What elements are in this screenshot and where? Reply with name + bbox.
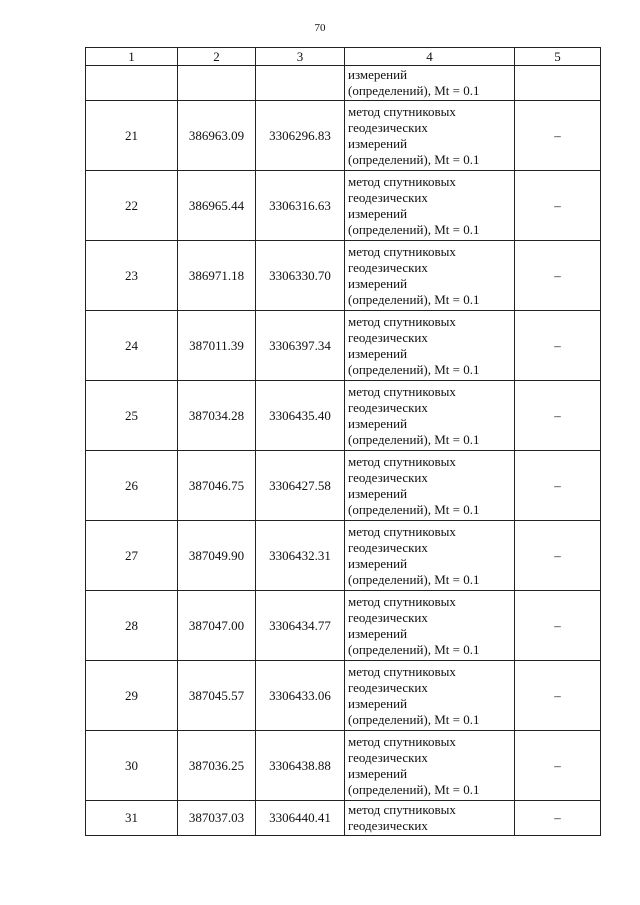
- column-5-cell: –: [515, 661, 601, 731]
- column-5-cell: –: [515, 731, 601, 801]
- point-number-cell: 26: [86, 451, 178, 521]
- table-row: [86, 521, 601, 591]
- table-cell: [256, 66, 345, 101]
- method-line: измерений: [348, 67, 408, 82]
- method-line: (определений), Mt = 0.1: [348, 571, 480, 587]
- method-line: (определений), Mt = 0.1: [348, 711, 480, 727]
- method-cell: [345, 311, 515, 381]
- method-line: геодезических: [348, 609, 428, 625]
- y-coordinate-cell: 3306433.06: [256, 661, 345, 731]
- point-number-cell: 21: [86, 101, 178, 171]
- column-5-cell: –: [515, 101, 601, 171]
- table-row: [86, 801, 601, 836]
- x-coordinate-cell: 387034.28: [178, 381, 256, 451]
- table-row: [86, 241, 601, 311]
- method-line: измерений: [348, 205, 408, 221]
- method-cell: [345, 101, 515, 171]
- method-line: (определений), Mt = 0.1: [348, 361, 480, 377]
- method-line: геодезических: [348, 329, 428, 345]
- method-line: геодезических: [348, 259, 428, 275]
- method-cell: [345, 381, 515, 451]
- method-line: метод спутниковых: [348, 103, 456, 119]
- method-line: геодезических: [348, 749, 428, 765]
- point-number-cell: 23: [86, 241, 178, 311]
- table-row: [86, 101, 601, 171]
- x-coordinate-cell: 387011.39: [178, 311, 256, 381]
- method-cell: [345, 451, 515, 521]
- y-coordinate-cell: 3306434.77: [256, 591, 345, 661]
- header-col-4: 4: [345, 48, 515, 66]
- point-number-cell: 28: [86, 591, 178, 661]
- y-coordinate-cell: 3306316.63: [256, 171, 345, 241]
- table-row: [86, 381, 601, 451]
- table-cell: [515, 66, 601, 101]
- column-5-cell: –: [515, 521, 601, 591]
- y-coordinate-cell: 3306296.83: [256, 101, 345, 171]
- header-col-3: 3: [256, 48, 345, 66]
- table-cell: [86, 66, 178, 101]
- method-line: (определений), Mt = 0.1: [348, 501, 480, 517]
- table-header-row: [86, 48, 601, 66]
- method-line: измерений: [348, 695, 408, 711]
- table-row: [86, 311, 601, 381]
- method-line: метод спутниковых: [348, 733, 456, 749]
- x-coordinate-cell: 387047.00: [178, 591, 256, 661]
- method-line: (определений), Mt = 0.1: [348, 431, 480, 447]
- point-number-cell: 30: [86, 731, 178, 801]
- method-line: метод спутниковых: [348, 593, 456, 609]
- method-line: геодезических: [348, 818, 428, 833]
- method-line: геодезических: [348, 189, 428, 205]
- header-col-2: 2: [178, 48, 256, 66]
- point-number-cell: 25: [86, 381, 178, 451]
- y-coordinate-cell: 3306427.58: [256, 451, 345, 521]
- point-number-cell: 24: [86, 311, 178, 381]
- x-coordinate-cell: 386963.09: [178, 101, 256, 171]
- y-coordinate-cell: 3306397.34: [256, 311, 345, 381]
- method-line: метод спутниковых: [348, 243, 456, 259]
- method-line: геодезических: [348, 399, 428, 415]
- column-5-cell: –: [515, 311, 601, 381]
- header-col-5: 5: [515, 48, 601, 66]
- method-cell: [345, 171, 515, 241]
- method-line: метод спутниковых: [348, 802, 456, 817]
- method-line: измерений: [348, 275, 408, 291]
- column-5-cell: –: [515, 801, 601, 836]
- point-number-cell: 27: [86, 521, 178, 591]
- method-line: метод спутниковых: [348, 383, 456, 399]
- x-coordinate-cell: 387036.25: [178, 731, 256, 801]
- x-coordinate-cell: 387045.57: [178, 661, 256, 731]
- method-line: измерений: [348, 765, 408, 781]
- y-coordinate-cell: 3306330.70: [256, 241, 345, 311]
- method-line: (определений), Mt = 0.1: [348, 151, 480, 167]
- x-coordinate-cell: 386965.44: [178, 171, 256, 241]
- method-line: (определений), Mt = 0.1: [348, 781, 480, 797]
- method-line: измерений: [348, 135, 408, 151]
- page-number: 70: [314, 22, 326, 34]
- method-line: метод спутниковых: [348, 663, 456, 679]
- method-cell: [345, 66, 515, 101]
- x-coordinate-cell: 386971.18: [178, 241, 256, 311]
- header-col-1: 1: [86, 48, 178, 66]
- method-line: геодезических: [348, 539, 428, 555]
- y-coordinate-cell: 3306438.88: [256, 731, 345, 801]
- x-coordinate-cell: 387046.75: [178, 451, 256, 521]
- method-line: геодезических: [348, 119, 428, 135]
- table-row: [86, 171, 601, 241]
- method-line: измерений: [348, 415, 408, 431]
- method-line: метод спутниковых: [348, 173, 456, 189]
- continuation-row: [86, 66, 601, 101]
- table-row: [86, 591, 601, 661]
- table-cell: [178, 66, 256, 101]
- method-line: (определений), Mt = 0.1: [348, 83, 480, 98]
- method-line: геодезических: [348, 679, 428, 695]
- table-row: [86, 661, 601, 731]
- column-5-cell: –: [515, 171, 601, 241]
- method-cell: [345, 591, 515, 661]
- method-line: измерений: [348, 555, 408, 571]
- method-line: (определений), Mt = 0.1: [348, 291, 480, 307]
- table-row: [86, 731, 601, 801]
- column-5-cell: –: [515, 381, 601, 451]
- method-line: геодезических: [348, 469, 428, 485]
- y-coordinate-cell: 3306432.31: [256, 521, 345, 591]
- method-cell: [345, 241, 515, 311]
- method-line: измерений: [348, 485, 408, 501]
- x-coordinate-cell: 387037.03: [178, 801, 256, 836]
- method-cell: [345, 801, 515, 836]
- column-5-cell: –: [515, 451, 601, 521]
- point-number-cell: 22: [86, 171, 178, 241]
- method-cell: [345, 661, 515, 731]
- column-5-cell: –: [515, 241, 601, 311]
- point-number-cell: 29: [86, 661, 178, 731]
- method-line: метод спутниковых: [348, 453, 456, 469]
- method-line: метод спутниковых: [348, 523, 456, 539]
- method-line: (определений), Mt = 0.1: [348, 221, 480, 237]
- method-line: измерений: [348, 625, 408, 641]
- method-cell: [345, 521, 515, 591]
- method-line: измерений: [348, 345, 408, 361]
- method-line: (определений), Mt = 0.1: [348, 641, 480, 657]
- table-row: [86, 451, 601, 521]
- x-coordinate-cell: 387049.90: [178, 521, 256, 591]
- column-5-cell: –: [515, 591, 601, 661]
- y-coordinate-cell: 3306440.41: [256, 801, 345, 836]
- point-number-cell: 31: [86, 801, 178, 836]
- coordinates-table: [85, 47, 601, 836]
- method-cell: [345, 731, 515, 801]
- y-coordinate-cell: 3306435.40: [256, 381, 345, 451]
- method-line: метод спутниковых: [348, 313, 456, 329]
